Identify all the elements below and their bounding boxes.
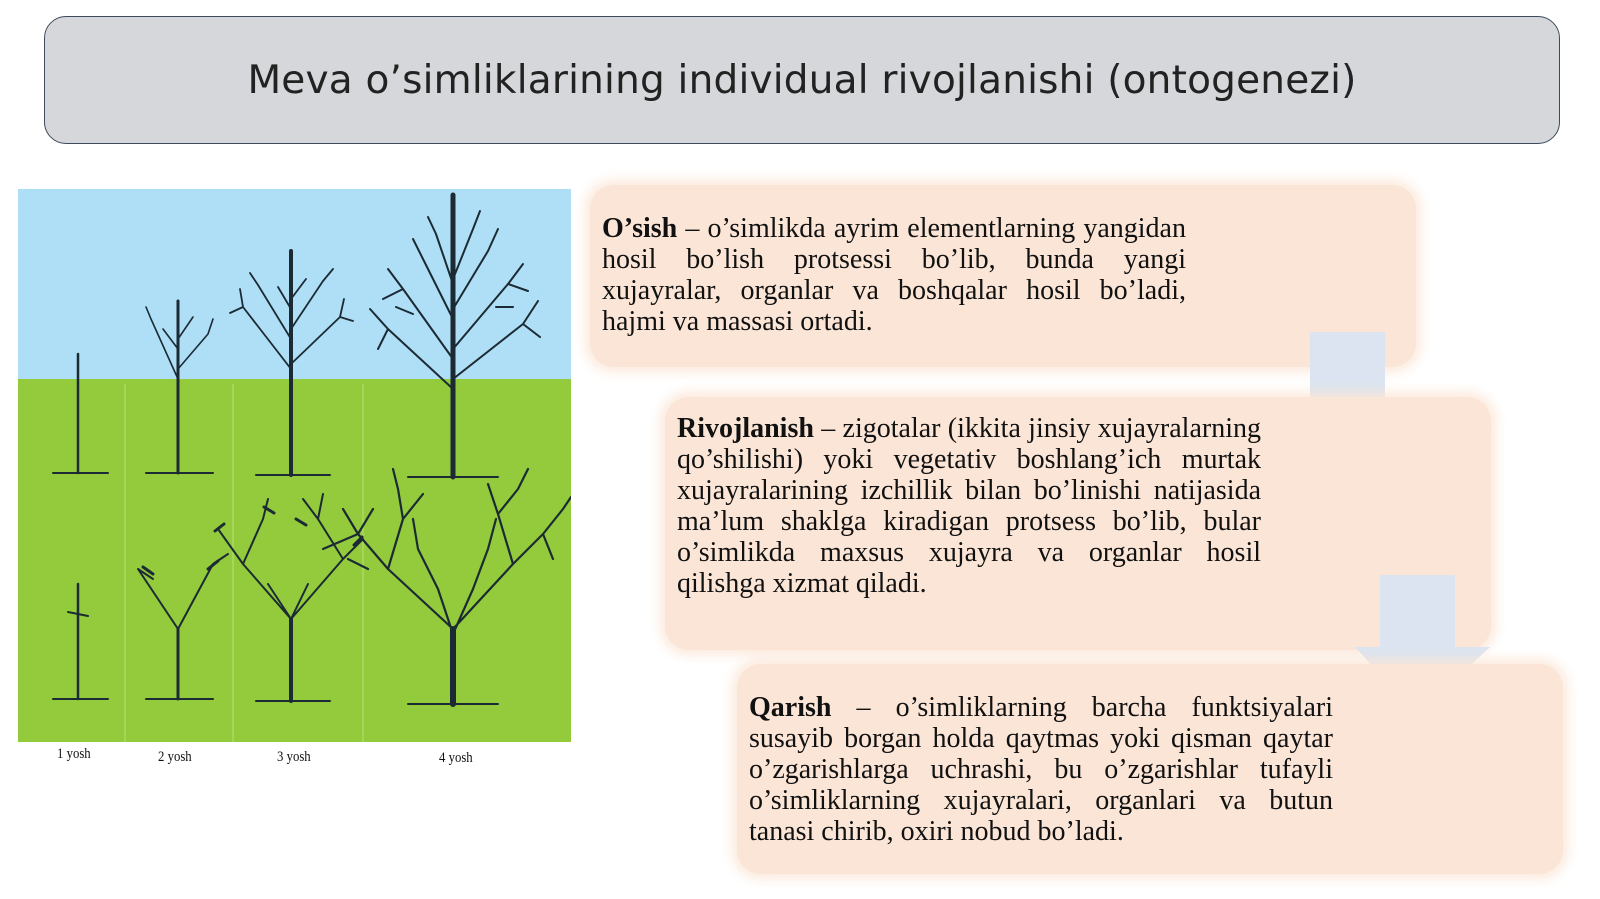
stage-term-development: Rivojlanish <box>677 413 814 444</box>
stage-text-aging: – o’simliklarning barcha funktsiyalari susayib borgan holda qaytmas yoki qisman qaytar o’zgarishlarga uchrashi, bu o’zgarishlar tufayli o’simliklarning xujayralari, organlari va butun tanasi chirib, oxiri nobud bo’ladi. <box>749 692 1333 847</box>
stage-term-aging: Qarish <box>749 692 832 723</box>
age-label-1: 1 yosh <box>57 746 91 762</box>
stage-term-growth: O’sish <box>602 213 678 244</box>
title-box <box>44 16 1560 144</box>
stage-card-aging <box>737 664 1563 874</box>
age-label-3: 3 yosh <box>277 749 311 765</box>
stage-text-growth: – o’simlikda ayrim elementlarning yangidan hosil bo’lish protsessi bo’lib, bunda yangi xujayralar, organlar va boshqalar hosil bo’ladi, hajmi va massasi ortadi. <box>602 213 1186 337</box>
tree-growth-illustration <box>18 189 571 742</box>
age-label-4: 4 yosh <box>439 750 473 766</box>
age-label-2: 2 yosh <box>158 749 192 765</box>
page-title: Meva o’simliklarining individual rivojlanishi (ontogenezi) <box>247 57 1357 103</box>
stage-text-development: – zigotalar (ikkita jinsiy xujayralarning qo’shilishi) yoki vegetativ boshlang’ich murtak xujayralarining izchillik bilan bo’linishi natijasida ma’lum shaklga kiradigan protsess bo’lib, bular o’simlikda maxsus xujayra va organlar hosil qilishga xizmat qiladi. <box>677 413 1261 599</box>
